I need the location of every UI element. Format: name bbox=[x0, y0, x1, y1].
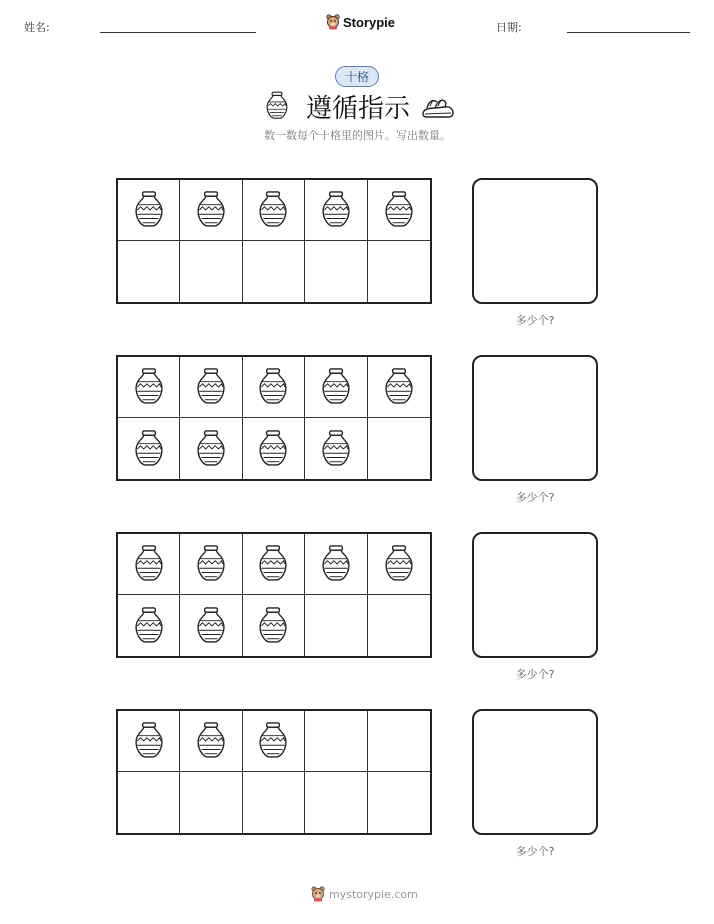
vase-icon bbox=[132, 429, 166, 469]
page-title: 遵循指示 bbox=[306, 94, 411, 124]
sandal-icon bbox=[421, 94, 455, 120]
name-field[interactable] bbox=[100, 32, 256, 33]
ten-frame-cell bbox=[368, 241, 430, 302]
ten-frame-cell bbox=[305, 241, 367, 302]
vase-icon bbox=[319, 367, 353, 407]
ten-frame-cell bbox=[305, 772, 367, 833]
ten-frame-cell bbox=[180, 534, 242, 595]
bear-mascot-icon bbox=[326, 14, 340, 30]
footer bbox=[311, 886, 418, 902]
vase-icon bbox=[194, 190, 228, 230]
ten-frame-cell bbox=[305, 711, 367, 772]
ten-frame bbox=[116, 709, 432, 835]
ten-frame-cell bbox=[305, 418, 367, 479]
ten-frame-cell bbox=[180, 595, 242, 656]
vase-icon bbox=[256, 721, 290, 761]
title-vase-icon bbox=[264, 91, 290, 125]
ten-frame-cell bbox=[243, 357, 305, 418]
vase-icon bbox=[194, 429, 228, 469]
how-many-label: 多少个? bbox=[515, 491, 555, 504]
answer-box[interactable] bbox=[472, 709, 598, 835]
ten-frame-cell bbox=[305, 357, 367, 418]
ten-frame-cell bbox=[368, 595, 430, 656]
vase-icon bbox=[132, 721, 166, 761]
answer-box[interactable] bbox=[472, 532, 598, 658]
ten-frame-cell bbox=[368, 772, 430, 833]
brand-logo bbox=[326, 14, 395, 30]
ten-frame-cell bbox=[305, 534, 367, 595]
ten-frame-cell bbox=[305, 595, 367, 656]
ten-frame-cell bbox=[243, 180, 305, 241]
vase-icon bbox=[132, 544, 166, 584]
ten-frame-cell bbox=[243, 711, 305, 772]
ten-frame-cell bbox=[368, 180, 430, 241]
how-many-label: 多少个? bbox=[515, 668, 555, 681]
ten-frame-cell bbox=[243, 534, 305, 595]
vase-icon bbox=[319, 544, 353, 584]
ten-frame-cell bbox=[118, 241, 180, 302]
ten-frame-cell bbox=[368, 711, 430, 772]
ten-frame-cell bbox=[243, 595, 305, 656]
ten-frame-cell bbox=[368, 418, 430, 479]
vase-icon bbox=[194, 721, 228, 761]
vase-icon bbox=[194, 606, 228, 646]
ten-frame bbox=[116, 178, 432, 304]
ten-frame-cell bbox=[243, 418, 305, 479]
ten-frame-cell bbox=[118, 772, 180, 833]
vase-icon bbox=[319, 429, 353, 469]
ten-frame bbox=[116, 532, 432, 658]
vase-icon bbox=[264, 91, 290, 121]
vase-icon bbox=[382, 544, 416, 584]
footer-url[interactable]: mystorypie.com bbox=[329, 887, 418, 901]
date-label: 日期: bbox=[496, 21, 522, 34]
vase-icon bbox=[256, 606, 290, 646]
ten-frame-cell bbox=[180, 772, 242, 833]
ten-frame-cell bbox=[180, 241, 242, 302]
title-sandal-icon bbox=[421, 94, 455, 124]
how-many-label: 多少个? bbox=[515, 845, 555, 858]
ten-frame-cell bbox=[180, 180, 242, 241]
name-label: 姓名: bbox=[24, 21, 50, 34]
ten-frame-cell bbox=[118, 357, 180, 418]
vase-icon bbox=[132, 190, 166, 230]
ten-frame-cell bbox=[118, 711, 180, 772]
brand-name: Storypie bbox=[343, 14, 396, 30]
ten-frame-cell bbox=[180, 357, 242, 418]
ten-frame-cell bbox=[118, 595, 180, 656]
vase-icon bbox=[132, 606, 166, 646]
vase-icon bbox=[132, 367, 166, 407]
answer-box[interactable] bbox=[472, 355, 598, 481]
vase-icon bbox=[382, 367, 416, 407]
bear-mascot-icon bbox=[311, 886, 325, 902]
vase-icon bbox=[194, 367, 228, 407]
ten-frame-cell bbox=[180, 418, 242, 479]
instructions: 数一数每个十格里的图片。写出数量。 bbox=[264, 129, 451, 142]
vase-icon bbox=[319, 190, 353, 230]
ten-frame-cell bbox=[118, 534, 180, 595]
ten-frame-cell bbox=[118, 418, 180, 479]
ten-frame-cell bbox=[305, 180, 367, 241]
vase-icon bbox=[194, 544, 228, 584]
ten-frame-cell bbox=[368, 357, 430, 418]
vase-icon bbox=[256, 190, 290, 230]
vase-icon bbox=[256, 429, 290, 469]
vase-icon bbox=[382, 190, 416, 230]
ten-frame-cell bbox=[368, 534, 430, 595]
vase-icon bbox=[256, 367, 290, 407]
ten-frame-cell bbox=[243, 241, 305, 302]
vase-icon bbox=[256, 544, 290, 584]
answer-box[interactable] bbox=[472, 178, 598, 304]
ten-frame-cell bbox=[118, 180, 180, 241]
ten-frame-cell bbox=[180, 711, 242, 772]
ten-frame-cell bbox=[243, 772, 305, 833]
ten-frame bbox=[116, 355, 432, 481]
how-many-label: 多少个? bbox=[515, 314, 555, 327]
date-field[interactable] bbox=[567, 32, 690, 33]
worksheet-type-badge: 十格 bbox=[335, 66, 379, 87]
